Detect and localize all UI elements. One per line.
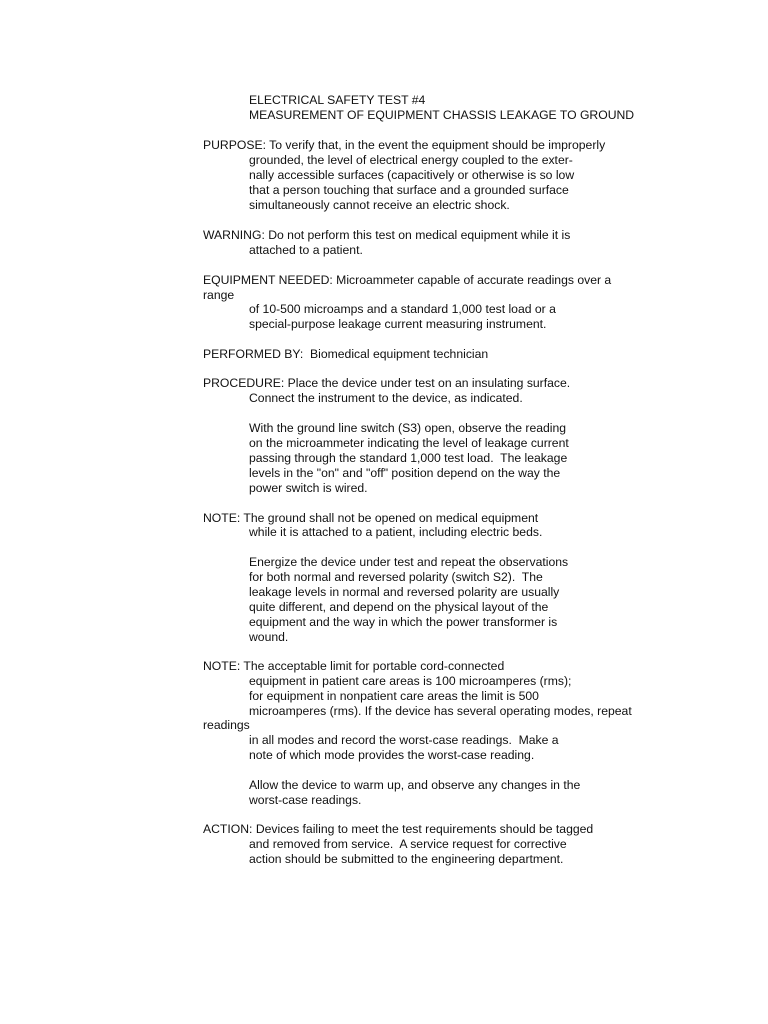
energize-line: Energize the device under test and repeat the observations [249, 555, 569, 569]
energize-line: for both normal and reversed polarity (switch S2). The [249, 570, 543, 584]
equipment-line: special-purpose leakage current measuring instrument. [249, 317, 547, 331]
note-line: readings [203, 718, 250, 732]
performed-by-line: PERFORMED BY: Biomedical equipment technician [203, 347, 489, 361]
action-line: and removed from service. A service request for corrective [249, 837, 567, 851]
energize-line: quite different, and depend on the physical layout of the [249, 600, 549, 614]
procedure-line: PROCEDURE: Place the device under test on an insulating surface. [203, 376, 571, 390]
note-line: equipment in patient care areas is 100 microamperes (rms); [249, 674, 572, 688]
note-line: in all modes and record the worst-case readings. Make a [249, 733, 559, 747]
warning-line: attached to a patient. [249, 243, 363, 257]
ground-switch-line: power switch is wired. [249, 481, 368, 495]
equipment-line: range [203, 288, 235, 302]
note-line: while it is attached to a patient, including electric beds. [249, 525, 543, 539]
note-line: NOTE: The ground shall not be opened on medical equipment [203, 511, 539, 525]
warmup-line: Allow the device to warm up, and observe any changes in the [249, 778, 581, 792]
warning-line: WARNING: Do not perform this test on medical equipment while it is [203, 228, 571, 242]
energize-line: equipment and the way in which the power transformer is [249, 615, 558, 629]
purpose-line: PURPOSE: To verify that, in the event the equipment should be improperly [203, 138, 606, 152]
document-title: ELECTRICAL SAFETY TEST #4 [249, 93, 426, 107]
purpose-line: that a person touching that surface and a grounded surface [249, 183, 569, 197]
ground-switch-line: passing through the standard 1,000 test load. The leakage [249, 451, 568, 465]
note-line: NOTE: The acceptable limit for portable cord-connected [203, 659, 505, 673]
purpose-line: simultaneously cannot receive an electric shock. [249, 198, 510, 212]
warmup-line: worst-case readings. [249, 793, 362, 807]
energize-line: wound. [249, 630, 289, 644]
purpose-line: nally accessible surfaces (capacitively or otherwise is so low [249, 168, 575, 182]
document-subtitle: MEASUREMENT OF EQUIPMENT CHASSIS LEAKAGE TO GROUND [249, 108, 635, 122]
action-line: ACTION: Devices failing to meet the test requirements should be tagged [203, 822, 594, 836]
ground-switch-line: on the microammeter indicating the level of leakage current [249, 436, 569, 450]
ground-switch-line: levels in the "on" and "off" position depend on the way the [249, 466, 561, 480]
equipment-line: of 10-500 microamps and a standard 1,000 test load or a [249, 302, 556, 316]
note-line: microamperes (rms). If the device has several operating modes, repeat [249, 704, 632, 718]
note-line: note of which mode provides the worst-case reading. [249, 748, 535, 762]
procedure-line: Connect the instrument to the device, as indicated. [249, 391, 523, 405]
action-line: action should be submitted to the engineering department. [249, 852, 564, 866]
ground-switch-line: With the ground line switch (S3) open, observe the reading [249, 421, 567, 435]
equipment-line: EQUIPMENT NEEDED: Microammeter capable of accurate readings over a [203, 273, 612, 287]
purpose-line: grounded, the level of electrical energy coupled to the exter- [249, 153, 573, 167]
note-line: for equipment in nonpatient care areas the limit is 500 [249, 689, 539, 703]
energize-line: leakage levels in normal and reversed polarity are usually [249, 585, 560, 599]
